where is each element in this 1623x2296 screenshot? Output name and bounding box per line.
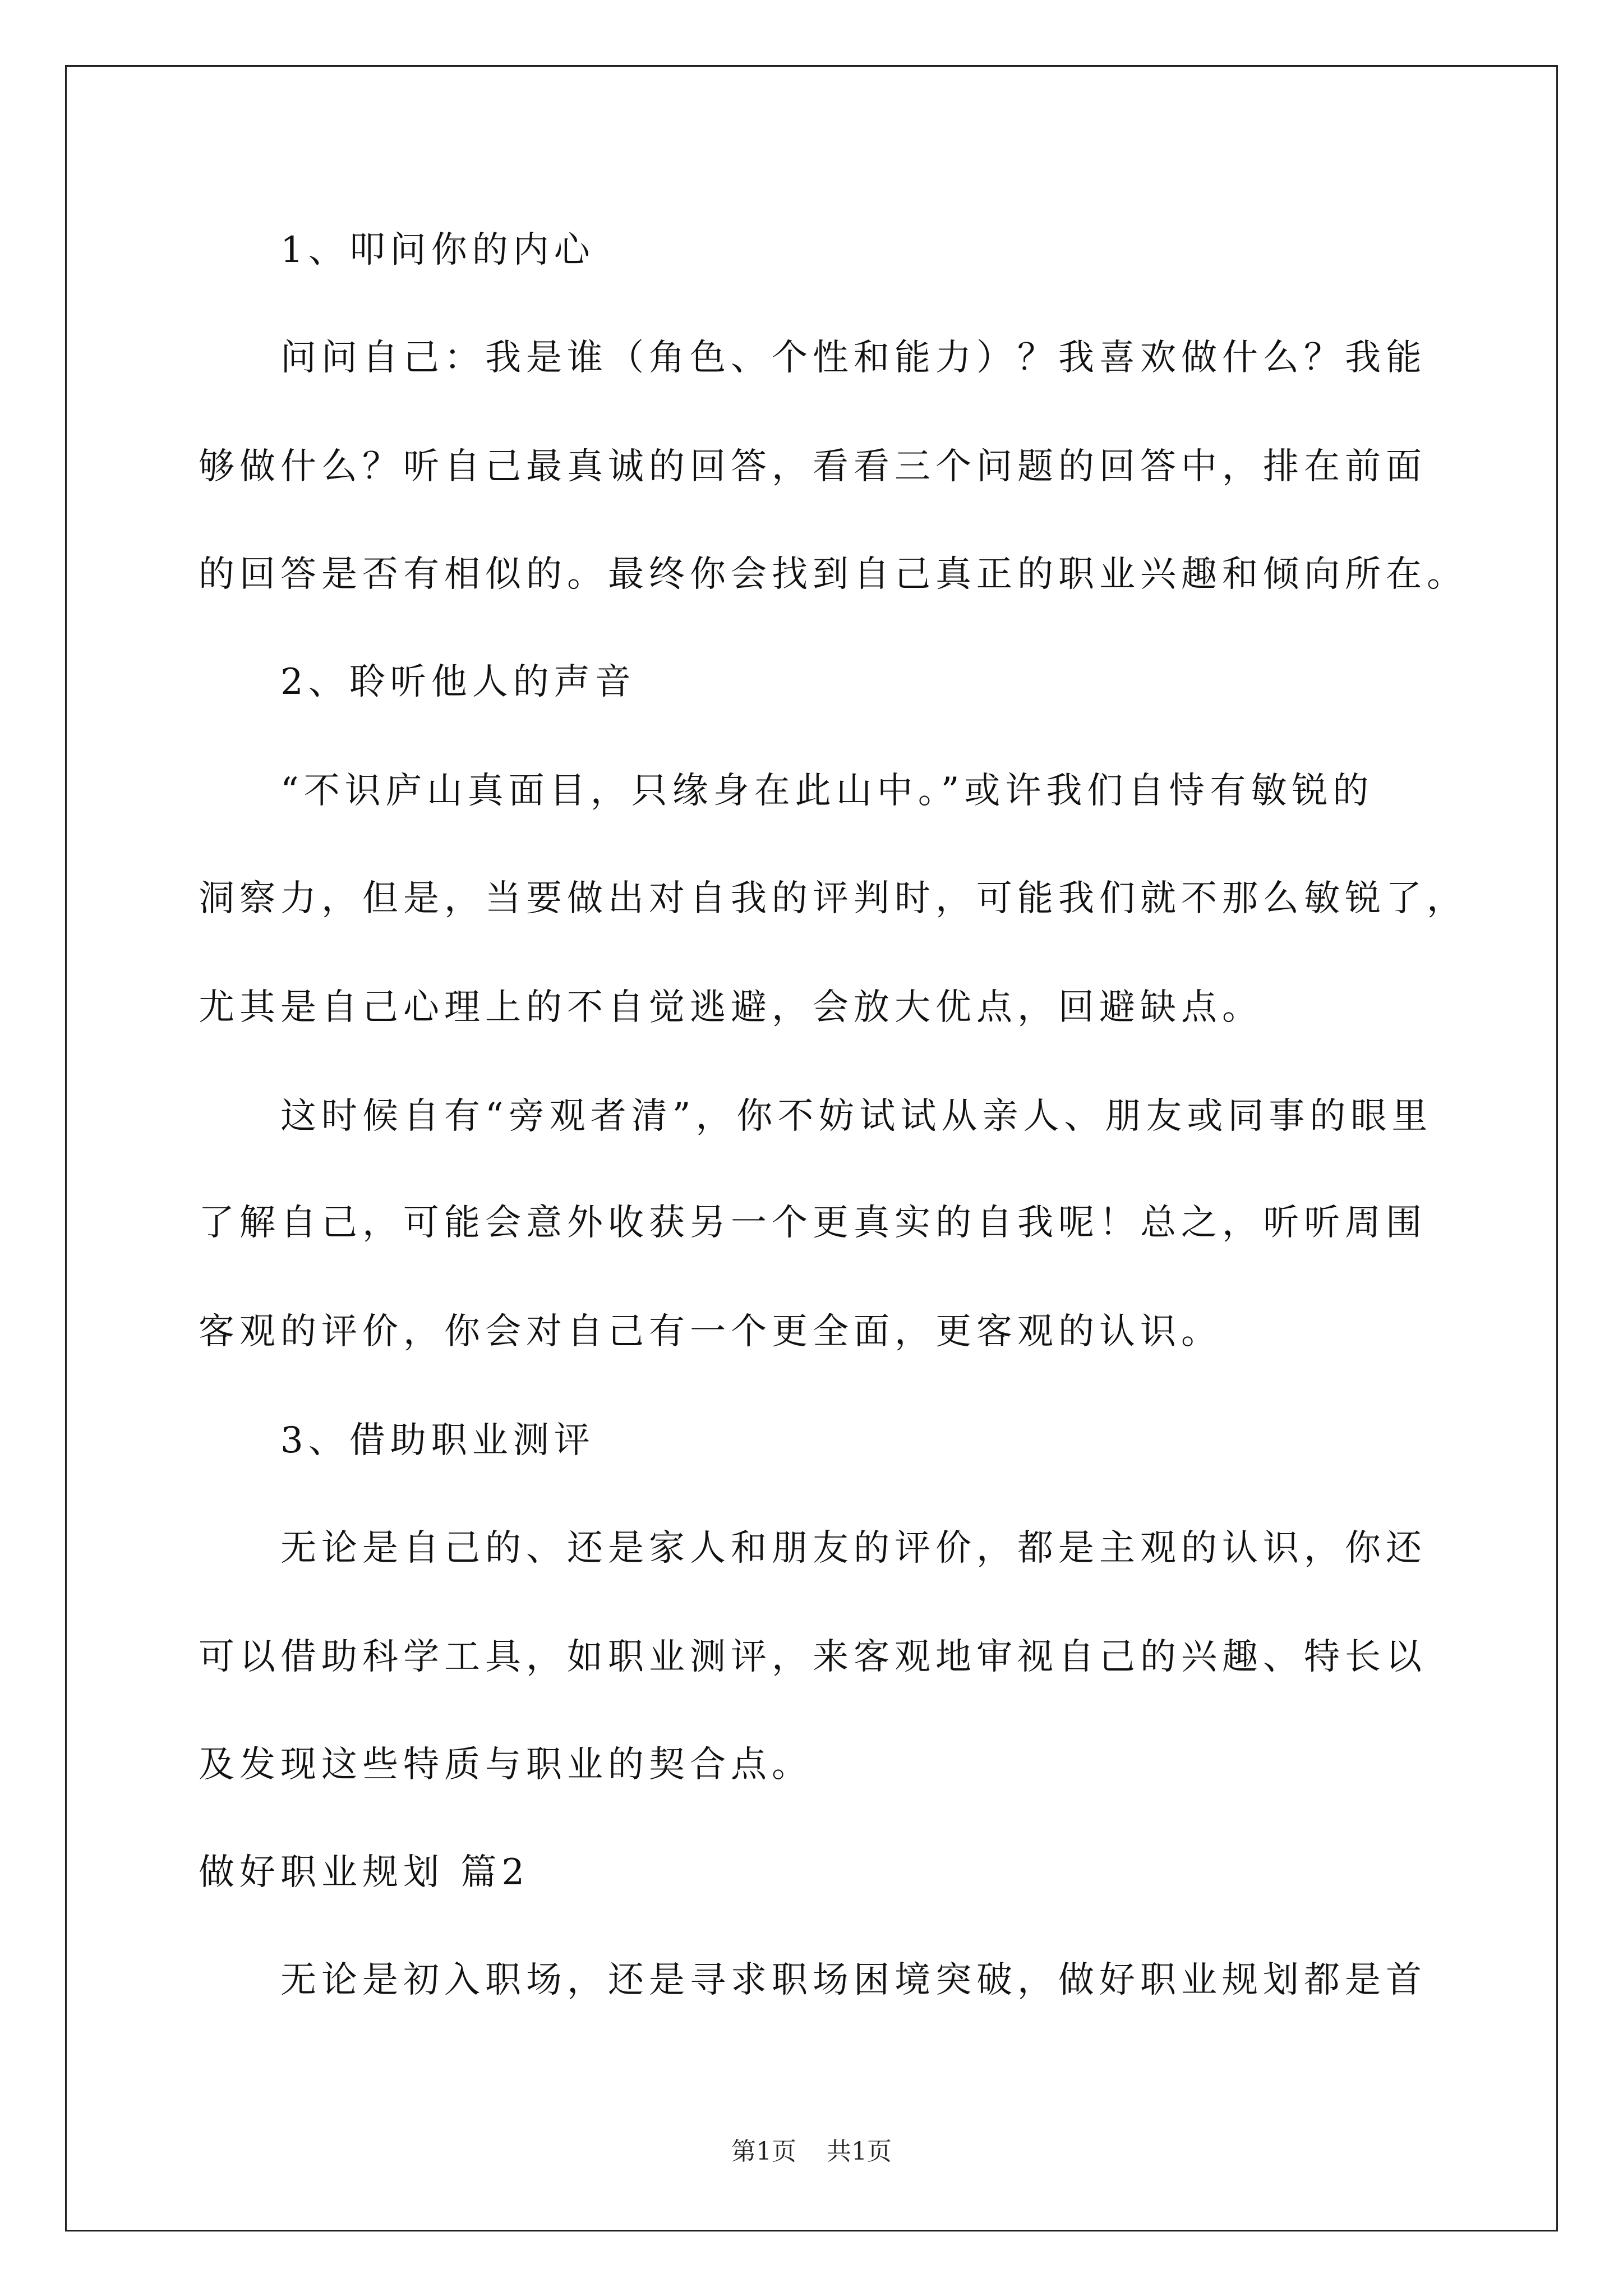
heading-3: 3、借助职业测评 [280,1420,595,1461]
paragraph-line: 的回答是否有相似的。最终你会找到自己真正的职业兴趣和倾向所在。 [199,554,1468,595]
paragraph-line: 无论是自己的、还是家人和朋友的评价，都是主观的认识，你还 [280,1527,1427,1569]
paragraph-line: 洞察力，但是，当要做出对自我的评判时，可能我们就不那么敏锐了， [199,878,1468,919]
paragraph-line: 可以借助科学工具，如职业测评，来客观地审视自己的兴趣、特长以 [199,1636,1427,1678]
page-number: 第1页 [731,2137,796,2166]
paragraph-line: 尤其是自己心理上的不自觉逃避，会放大优点，回避缺点。 [199,987,1263,1028]
page-total: 共1页 [827,2137,892,2166]
heading-1: 1、叩问你的内心 [280,229,595,271]
paragraph-line: 客观的评价，你会对自己有一个更全面，更客观的认识。 [199,1311,1222,1352]
paragraph-line: 及发现这些特质与职业的契合点。 [199,1744,813,1786]
paragraph-line: 够做什么？听自己最真诚的回答，看看三个问题的回答中，排在前面 [199,446,1427,487]
heading-2: 2、聆听他人的声音 [280,661,636,703]
paragraph-line: 问问自己：我是谁（角色、个性和能力）？我喜欢做什么？我能 [280,337,1427,379]
paragraph-line: 无论是初入职场，还是寻求职场困境突破，做好职业规划都是首 [280,1959,1427,2001]
paragraph-line: “不识庐山真面目，只缘身在此山中。”或许我们自恃有敏锐的 [280,770,1374,812]
paragraph-line: 了解自己，可能会意外收获另一个更真实的自我呢！总之，听听周围 [199,1202,1427,1244]
section-title: 做好职业规划 篇2 [199,1852,530,1893]
page-footer [0,2136,1623,2168]
paragraph-line: 这时候自有“旁观者清”，你不妨试试从亲人、朋友或同事的眼里 [280,1096,1433,1137]
